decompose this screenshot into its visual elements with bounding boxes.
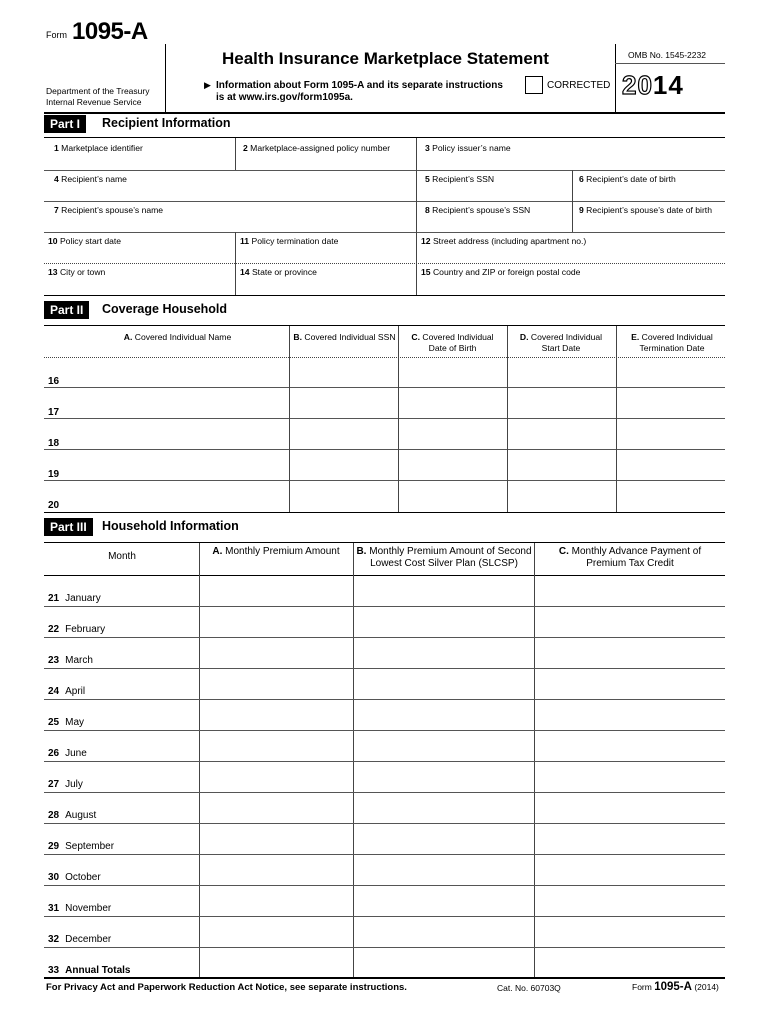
field-14-label: 14 State or province [240, 267, 317, 277]
month-row-august: 28 August [48, 810, 97, 821]
part2-col-a: A. Covered Individual Name [123, 332, 232, 342]
part2-badge: Part II [44, 301, 89, 319]
policy-number-input[interactable] [243, 155, 411, 167]
footer-form-ref: Form 1095-A (2014) [632, 981, 719, 993]
state-input[interactable] [240, 279, 411, 291]
part1-badge: Part I [44, 115, 86, 133]
recipient-dob-input[interactable] [579, 186, 720, 198]
spouse-name-input[interactable] [54, 217, 411, 229]
field-1-label: 1 Marketplace identifier [54, 143, 143, 153]
part3-month-header: Month [108, 551, 136, 562]
part2-col-c: C. Covered Individual Date of Birth [411, 332, 494, 353]
recipient-ssn-input[interactable] [425, 186, 567, 198]
part2-row-16: 16 [48, 376, 60, 387]
part2-title: Coverage Household [102, 302, 228, 316]
month-row-annual-totals: 33 Annual Totals [48, 965, 131, 976]
field-9-label: 9 Recipient’s spouse’s date of birth [579, 205, 712, 215]
policy-start-input[interactable] [48, 248, 230, 260]
part3-col-c: C. Monthly Advance Payment of Premium Tax Credit [558, 546, 702, 569]
department-line2: Internal Revenue Service [46, 97, 142, 107]
month-row-october: 30 October [48, 872, 101, 883]
field-4-label: 4 Recipient’s name [54, 174, 127, 184]
month-row-march: 23 March [48, 655, 93, 666]
recipient-name-input[interactable] [54, 186, 411, 198]
department-line1: Department of the Treasury [46, 86, 150, 96]
field-10-label: 10 Policy start date [48, 236, 122, 246]
arrow-right-icon: ▶ [204, 80, 211, 90]
part3-col-a: A. Monthly Premium Amount [212, 546, 340, 557]
marketplace-identifier-input[interactable] [54, 155, 230, 167]
info-line2: is at www.irs.gov/form1095a. [216, 92, 353, 103]
corrected-label: CORRECTED [547, 80, 611, 91]
form-title: Health Insurance Marketplace Statement [222, 49, 549, 68]
month-row-april: 24 April [48, 686, 86, 697]
catalog-number: Cat. No. 60703Q [497, 983, 561, 993]
policy-issuer-input[interactable] [425, 155, 720, 167]
field-5-label: 5 Recipient’s SSN [425, 174, 495, 184]
part2-row-20: 20 [48, 500, 60, 511]
street-address-input[interactable] [421, 248, 720, 260]
field-12-label: 12 Street address (including apartment no.) [421, 236, 587, 246]
form-word: Form [46, 30, 67, 40]
month-row-december: 32 December [48, 934, 112, 945]
month-row-june: 26 June [48, 748, 87, 759]
part2-col-b: B. Covered Individual SSN [293, 332, 396, 342]
part2-row-18: 18 [48, 438, 60, 449]
tax-year [622, 70, 684, 101]
month-row-july: 27 July [48, 779, 83, 790]
corrected-checkbox[interactable] [525, 76, 543, 94]
field-8-label: 8 Recipient’s spouse’s SSN [425, 205, 531, 215]
policy-termination-input[interactable] [240, 248, 411, 260]
info-line1: Information about Form 1095-A and its separate instructions [216, 80, 503, 91]
part3-col-b: B. Monthly Premium Amount of Second Lowest Cost Silver Plan (SLCSP) [356, 546, 532, 569]
part1-title: Recipient Information [102, 116, 231, 130]
field-13-label: 13 City or town [48, 267, 106, 277]
spouse-dob-input[interactable] [579, 217, 720, 229]
city-input[interactable] [48, 279, 230, 291]
part2-row-19: 19 [48, 469, 60, 480]
month-row-september: 29 September [48, 841, 115, 852]
spouse-ssn-input[interactable] [425, 217, 567, 229]
month-row-may: 25 May [48, 717, 85, 728]
month-row-november: 31 November [48, 903, 112, 914]
month-row-february: 22 February [48, 624, 106, 635]
field-11-label: 11 Policy termination date [240, 236, 339, 246]
omb-number: OMB No. 1545-2232 [628, 50, 706, 60]
part3-badge: Part III [44, 518, 93, 536]
field-3-label: 3 Policy issuer’s name [425, 143, 511, 153]
country-zip-input[interactable] [421, 279, 720, 291]
tax-year-bold: 14 [652, 70, 684, 100]
privacy-notice: For Privacy Act and Paperwork Reduction Act Notice, see separate instructions. [46, 982, 407, 993]
field-7-label: 7 Recipient’s spouse’s name [54, 205, 164, 215]
tax-year-outline: 20 [622, 70, 653, 100]
part3-title: Household Information [102, 519, 239, 533]
month-row-january: 21 January [48, 593, 101, 604]
part2-col-e: E. Covered Individual Termination Date [631, 332, 713, 353]
field-15-label: 15 Country and ZIP or foreign postal code [421, 267, 581, 277]
part2-row-17: 17 [48, 407, 60, 418]
part2-col-d: D. Covered Individual Start Date [519, 332, 603, 353]
field-6-label: 6 Recipient’s date of birth [579, 174, 676, 184]
form-number: 1095-A [72, 18, 148, 45]
field-2-label: 2 Marketplace-assigned policy number [243, 143, 391, 153]
